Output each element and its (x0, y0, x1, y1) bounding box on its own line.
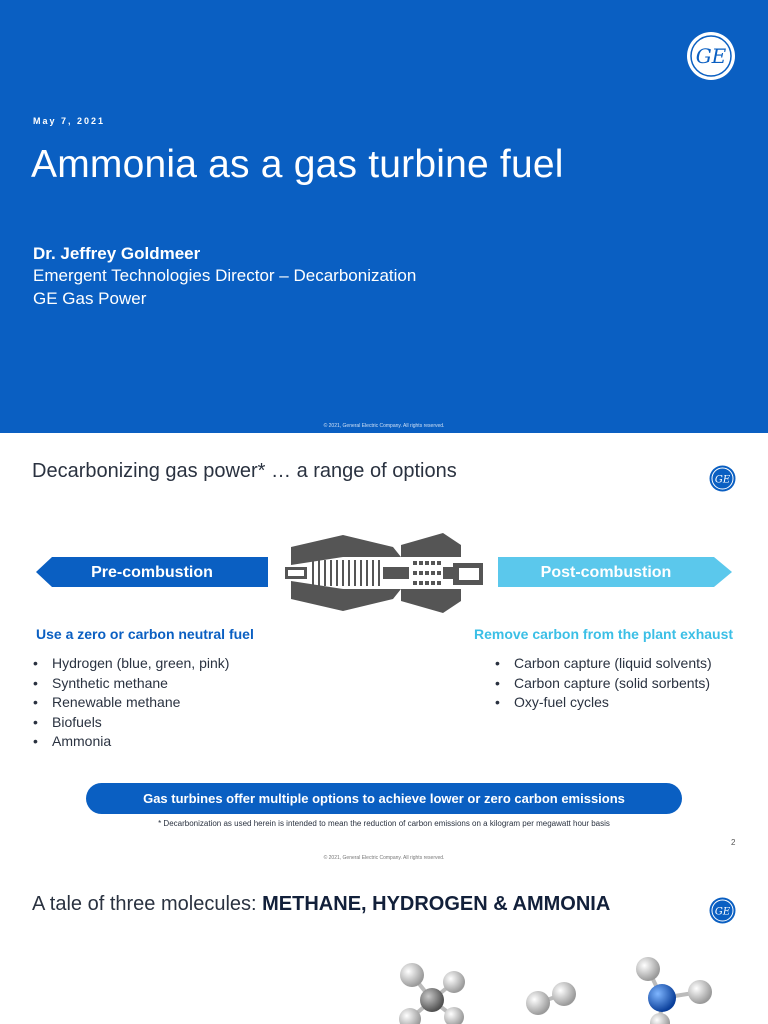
ge-logo-icon (709, 465, 736, 492)
pre-combustion-list (33, 654, 229, 752)
list-item: • Renewable methane (33, 694, 181, 711)
list-item: • Ammonia (33, 733, 112, 750)
molecules-slide (0, 869, 768, 1024)
pre-combustion-heading: Use a zero or carbon neutral fuel (36, 626, 254, 642)
slide-title: Decarbonizing gas power* … a range of options (32, 460, 457, 482)
svg-text:GE: GE (695, 44, 727, 68)
copyright-notice: © 2021, General Electric Company. All rights reserved. (323, 855, 445, 861)
svg-text:GE: GE (714, 906, 731, 918)
methane-molecule (399, 963, 465, 1024)
list-item: • Hydrogen (blue, green, pink) (33, 655, 230, 671)
list-item: • Oxy-fuel cycles (495, 694, 609, 711)
list-item: • Carbon capture (solid sorbents) (495, 674, 711, 691)
molecule-models-illustration (380, 949, 768, 1024)
author-role: Emergent Technologies Director – Decarbonization (33, 266, 417, 285)
ge-logo-icon (686, 31, 736, 81)
ge-logo-icon (709, 897, 736, 924)
list-item: • Biofuels (33, 713, 102, 730)
post-combustion-label: Post-combustion (540, 564, 672, 581)
hydrogen-molecule (526, 982, 576, 1015)
presentation-date: May 7, 2021 (33, 116, 106, 126)
ammonia-molecule (636, 957, 712, 1024)
author-organization: GE Gas Power (33, 289, 147, 308)
list-item: • Synthetic methane (33, 674, 168, 691)
summary-banner: Gas turbines offer multiple options to achieve lower or zero carbon emissions (86, 783, 682, 814)
list-item: • Carbon capture (liquid solvents) (495, 655, 712, 671)
slide-title: A tale of three molecules: METHANE, HYDROGEN & AMMONIA (32, 893, 611, 915)
options-slide (0, 433, 768, 869)
pre-combustion-label: Pre-combustion (91, 564, 213, 581)
footnote: * Decarbonization as used herein is intended to mean the reduction of carbon emissions on a kilogram per megawatt hour basis (158, 819, 610, 828)
svg-text:GE: GE (714, 474, 731, 486)
presentation-title: Ammonia as a gas turbine fuel (31, 143, 564, 186)
post-combustion-heading: Remove carbon from the plant exhaust (474, 626, 734, 642)
page-number: 2 (731, 838, 736, 847)
title-slide (0, 0, 768, 433)
gas-turbine-illustration (283, 527, 485, 619)
slide-title-emphasis: METHANE, HYDROGEN & AMMONIA (262, 893, 611, 915)
post-combustion-list (495, 654, 712, 713)
author-name: Dr. Jeffrey Goldmeer (33, 244, 201, 263)
copyright-notice: © 2021, General Electric Company. All rights reserved. (323, 423, 445, 429)
